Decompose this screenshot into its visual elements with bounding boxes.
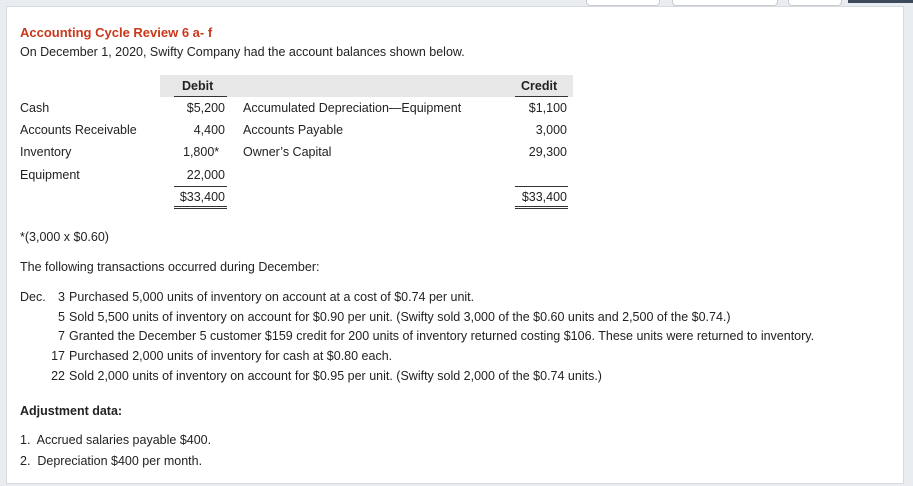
credit-account: Accounts Payable [243,123,344,137]
credit-account: Accumulated Depreciation—Equipment [243,101,462,115]
debit-account: Equipment [20,168,80,182]
table-header-row [160,75,573,97]
month-label: Dec. [20,290,46,304]
adjustment-item: 2. Depreciation $400 per month. [20,454,203,468]
transaction-day: 7 [58,329,65,343]
debit-account: Inventory [20,145,72,159]
debit-account: Cash [20,101,50,115]
total-double-rule [174,208,227,209]
total-double-rule [174,206,227,207]
debit-amount: 4,400 [193,123,225,137]
transaction-text: Sold 2,000 units of inventory on account for $0.95 per unit. (Swifty sold 2,000 of the $0.74 units.) [69,369,602,383]
transaction-day: 17 [51,349,65,363]
header-underline [515,96,568,97]
adjustment-heading: Adjustment data: [20,404,123,418]
header-underline [174,96,227,97]
active-tab-indicator[interactable] [848,0,913,3]
transaction-day: 5 [58,310,65,324]
total-double-rule [515,206,568,207]
question-title: Accounting Cycle Review 6 a- f [20,25,213,40]
inventory-footnote: *(3,000 x $0.60) [20,230,109,244]
question-panel [6,6,904,484]
credit-amount: $1,100 [528,101,567,115]
transaction-text: Purchased 2,000 units of inventory for cash at $0.80 each. [69,349,393,363]
transaction-day: 22 [51,369,65,383]
debit-amount: $5,200 [186,101,225,115]
transaction-text: Granted the December 5 customer $159 credit for 200 units of inventory returned costing $106. These units were returned to inventory. [69,329,815,343]
total-rule [515,186,568,187]
debit-amount: 22,000 [186,168,225,182]
debit-amount: 1,800* [183,145,220,159]
transactions-intro: The following transactions occurred during December: [20,260,320,274]
credit-amount: 29,300 [528,145,567,159]
credit-amount: 3,000 [535,123,567,137]
transaction-day: 3 [58,290,65,304]
total-rule [174,186,227,187]
transaction-text: Purchased 5,000 units of inventory on account at a cost of $0.74 per unit. [69,290,475,304]
credit-account: Owner’s Capital [243,145,332,159]
transaction-text: Sold 5,500 units of inventory on account for $0.90 per unit. (Swifty sold 3,000 of the $0.60 units and 2,500 of the $0.74.) [69,310,731,324]
total-double-rule [515,208,568,209]
credit-total: $33,400 [521,190,567,204]
debit-account: Accounts Receivable [20,123,137,137]
debit-total: $33,400 [179,190,225,204]
adjustment-item: 1. Accrued salaries payable $400. [20,433,212,447]
debit-header: Debit [182,79,214,93]
intro-text: On December 1, 2020, Swifty Company had the account balances shown below. [20,45,465,59]
credit-header: Credit [521,79,558,93]
